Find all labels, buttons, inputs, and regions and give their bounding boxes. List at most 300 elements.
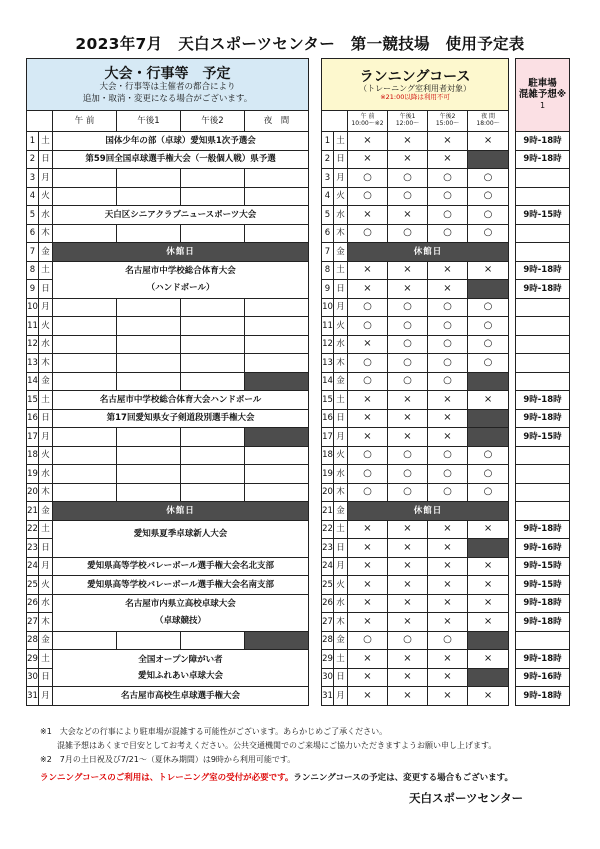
event-name-line-1: 名古屋市内県立高校卓球大会 [125, 599, 236, 609]
running-row [322, 409, 509, 428]
day-number: 2 [27, 150, 39, 169]
running-availability: × [348, 409, 388, 428]
running-availability: × [468, 261, 509, 280]
day-number: 30 [322, 668, 334, 687]
parking-forecast [516, 298, 570, 317]
parking-title-1: 駐車場 [528, 78, 557, 90]
day-weekday: 土 [39, 520, 53, 539]
running-availability: ○ [388, 465, 428, 484]
event-slot-empty [245, 298, 309, 317]
day-weekday: 日 [334, 409, 348, 428]
running-availability: × [388, 206, 428, 225]
running-availability: × [348, 335, 388, 354]
note-3: ※2 7月の土日祝及び7/21～（夏休み期間）は9時から利用可能です。 [40, 755, 296, 764]
event-slot-empty [53, 187, 117, 206]
day-weekday: 木 [39, 613, 53, 632]
day-weekday: 火 [39, 187, 53, 206]
day-number: 19 [322, 465, 334, 484]
parking-row [516, 428, 570, 447]
event-slot-empty [181, 428, 245, 447]
parking-forecast: 9時-15時 [516, 206, 570, 225]
running-row [322, 539, 509, 558]
event-slot-empty [181, 446, 245, 465]
event-name [53, 650, 309, 687]
event-name: 天白区シニアクラブニュースポーツ大会 [53, 206, 309, 225]
event-row [27, 557, 309, 576]
parking-row [516, 520, 570, 539]
event-slot-empty [117, 169, 181, 188]
running-row [322, 354, 509, 373]
closed-day-cell: 休館日 [53, 243, 309, 262]
parking-row [516, 187, 570, 206]
running-availability: ○ [348, 169, 388, 188]
day-weekday: 月 [39, 687, 53, 706]
running-availability: ○ [348, 187, 388, 206]
running-header [322, 59, 509, 111]
parking-row [516, 409, 570, 428]
running-row [322, 372, 509, 391]
running-availability [468, 631, 509, 650]
day-number: 24 [322, 557, 334, 576]
parking-forecast [516, 187, 570, 206]
event-slot-empty [117, 335, 181, 354]
running-course-table [321, 58, 509, 706]
event-row [27, 335, 309, 354]
day-weekday: 日 [39, 150, 53, 169]
running-availability: ○ [348, 446, 388, 465]
day-number: 16 [322, 409, 334, 428]
event-name-line-2: （卓球競技） [155, 615, 207, 626]
event-slot-empty [117, 317, 181, 336]
event-slot-empty [181, 224, 245, 243]
day-weekday: 日 [334, 668, 348, 687]
running-availability: ○ [348, 224, 388, 243]
running-availability: ○ [428, 446, 468, 465]
day-number: 15 [27, 391, 39, 410]
parking-row [516, 650, 570, 669]
day-number: 31 [322, 687, 334, 706]
parking-row [516, 391, 570, 410]
event-schedule-table [26, 58, 309, 706]
events-corner [27, 111, 53, 132]
running-title: ランニングコース [359, 69, 471, 86]
day-number: 8 [27, 261, 39, 280]
events-note-1: 大会・行事等は主催者の都合により [99, 82, 236, 93]
running-availability: × [388, 150, 428, 169]
parking-forecast: 9時-18時 [516, 594, 570, 613]
day-number: 6 [322, 224, 334, 243]
day-weekday: 水 [334, 206, 348, 225]
day-number: 21 [322, 502, 334, 521]
day-weekday: 金 [334, 372, 348, 391]
parking-row [516, 576, 570, 595]
parking-forecast [516, 502, 570, 521]
event-slot-empty [181, 335, 245, 354]
event-slot-empty [53, 465, 117, 484]
running-availability: × [468, 576, 509, 595]
event-row [27, 261, 309, 280]
running-availability: × [348, 520, 388, 539]
parking-row [516, 132, 570, 151]
day-number: 20 [322, 483, 334, 502]
running-availability: × [348, 132, 388, 151]
parking-row [516, 687, 570, 706]
event-name: 国体少年の部（卓球）愛知県1次予選会 [53, 132, 309, 151]
running-availability: ○ [388, 483, 428, 502]
event-slot-empty [53, 224, 117, 243]
running-availability: ○ [348, 354, 388, 373]
running-row [322, 169, 509, 188]
day-weekday: 火 [334, 187, 348, 206]
day-number: 4 [27, 187, 39, 206]
parking-forecast [516, 224, 570, 243]
running-availability: ○ [468, 206, 509, 225]
running-availability: × [348, 261, 388, 280]
running-availability: ○ [428, 483, 468, 502]
event-name-line-1: 全国オープン障がい者 [138, 654, 223, 665]
event-slot-empty [117, 187, 181, 206]
day-number: 1 [322, 132, 334, 151]
running-availability: × [468, 391, 509, 410]
day-number: 22 [27, 520, 39, 539]
day-number: 3 [27, 169, 39, 188]
running-availability [468, 280, 509, 299]
day-weekday: 月 [334, 557, 348, 576]
parking-row [516, 261, 570, 280]
event-slot-empty [181, 354, 245, 373]
running-availability: ○ [348, 372, 388, 391]
event-row [27, 520, 309, 539]
running-availability: × [348, 687, 388, 706]
day-number: 21 [27, 502, 39, 521]
day-weekday: 金 [39, 372, 53, 391]
running-availability: × [468, 594, 509, 613]
event-row [27, 224, 309, 243]
day-weekday: 木 [334, 224, 348, 243]
day-number: 10 [322, 298, 334, 317]
event-name-line-1: 名古屋市中学校総合体育大会 [125, 266, 236, 276]
event-row [27, 687, 309, 706]
running-availability: × [468, 520, 509, 539]
running-availability: × [348, 557, 388, 576]
day-number: 7 [27, 243, 39, 262]
running-availability: ○ [388, 187, 428, 206]
day-number: 6 [27, 224, 39, 243]
running-availability: × [388, 391, 428, 410]
day-number: 11 [322, 317, 334, 336]
event-row [27, 132, 309, 151]
day-number: 12 [27, 335, 39, 354]
running-availability: ○ [348, 298, 388, 317]
parking-title-2: 混雑予想※ [518, 89, 567, 101]
running-availability [468, 150, 509, 169]
day-number: 23 [322, 539, 334, 558]
parking-header [516, 59, 570, 132]
day-number: 31 [27, 687, 39, 706]
running-availability: ○ [428, 187, 468, 206]
day-weekday: 土 [39, 391, 53, 410]
running-col-pm1: 午後1 12:00～ [388, 111, 428, 132]
running-availability [468, 372, 509, 391]
event-slot-empty [117, 428, 181, 447]
running-availability: × [388, 280, 428, 299]
day-number: 4 [322, 187, 334, 206]
event-row [27, 354, 309, 373]
running-availability: × [468, 687, 509, 706]
running-availability: × [428, 261, 468, 280]
event-name: 第17回愛知県女子剣道段別選手権大会 [53, 409, 309, 428]
running-availability: ○ [468, 446, 509, 465]
running-row [322, 132, 509, 151]
running-availability: ○ [388, 354, 428, 373]
event-slot-empty [245, 335, 309, 354]
running-availability: ○ [428, 298, 468, 317]
running-availability: × [388, 557, 428, 576]
event-slot-empty [181, 187, 245, 206]
running-availability: × [428, 687, 468, 706]
running-availability: × [348, 594, 388, 613]
event-slot-empty [245, 187, 309, 206]
event-row [27, 631, 309, 650]
running-availability: × [348, 576, 388, 595]
running-availability [468, 539, 509, 558]
event-slot-empty [245, 465, 309, 484]
running-row [322, 391, 509, 410]
day-weekday: 金 [39, 243, 53, 262]
day-weekday: 日 [39, 668, 53, 687]
event-slot-empty [53, 446, 117, 465]
event-name: 第59回全国卓球選手権大会（一般個人戦）県予選 [53, 150, 309, 169]
running-availability: × [428, 594, 468, 613]
running-row [322, 206, 509, 225]
running-availability: ○ [428, 224, 468, 243]
running-availability: ○ [468, 224, 509, 243]
parking-forecast [516, 169, 570, 188]
day-number: 8 [322, 261, 334, 280]
running-row [322, 631, 509, 650]
day-number: 5 [322, 206, 334, 225]
day-weekday: 月 [334, 428, 348, 447]
parking-forecast-table [515, 58, 570, 706]
event-row [27, 465, 309, 484]
running-availability: × [428, 557, 468, 576]
running-availability: ○ [348, 317, 388, 336]
parking-row [516, 465, 570, 484]
event-row [27, 150, 309, 169]
day-number: 9 [27, 280, 39, 299]
running-availability: × [388, 520, 428, 539]
running-availability: ○ [428, 465, 468, 484]
day-number: 25 [322, 576, 334, 595]
day-weekday: 日 [334, 539, 348, 558]
event-row [27, 187, 309, 206]
running-availability: × [388, 539, 428, 558]
event-row [27, 446, 309, 465]
parking-row [516, 206, 570, 225]
running-availability: × [348, 613, 388, 632]
event-name: 名古屋市高校生卓球選手権大会 [53, 687, 309, 706]
parking-forecast: 9時-15時 [516, 428, 570, 447]
parking-forecast: 9時-18時 [516, 150, 570, 169]
running-availability: × [468, 132, 509, 151]
day-weekday: 土 [39, 261, 53, 280]
event-row [27, 243, 309, 262]
event-row [27, 317, 309, 336]
running-availability [468, 409, 509, 428]
parking-forecast [516, 354, 570, 373]
event-row [27, 502, 309, 521]
closed-day-cell: 休館日 [348, 502, 509, 521]
events-col-night: 夜 間 [245, 111, 309, 132]
running-availability: ○ [468, 335, 509, 354]
day-weekday: 金 [39, 502, 53, 521]
day-number: 29 [27, 650, 39, 669]
event-row [27, 169, 309, 188]
day-number: 14 [27, 372, 39, 391]
event-row [27, 576, 309, 595]
day-number: 12 [322, 335, 334, 354]
running-availability: ○ [468, 317, 509, 336]
parking-row [516, 224, 570, 243]
day-number: 17 [27, 428, 39, 447]
day-number: 9 [322, 280, 334, 299]
running-availability: × [388, 687, 428, 706]
running-availability: × [348, 206, 388, 225]
event-name-line-2: （ハンドボール） [146, 282, 215, 293]
running-row [322, 224, 509, 243]
day-number: 27 [322, 613, 334, 632]
running-row [322, 446, 509, 465]
parking-forecast: 9時-18時 [516, 613, 570, 632]
running-row [322, 465, 509, 484]
event-slot-empty [245, 372, 309, 391]
day-weekday: 水 [39, 465, 53, 484]
day-weekday: 月 [334, 687, 348, 706]
parking-forecast: 9時-16時 [516, 539, 570, 558]
running-availability: × [428, 409, 468, 428]
running-row [322, 650, 509, 669]
day-weekday: 月 [39, 169, 53, 188]
running-row [322, 557, 509, 576]
running-availability: × [428, 280, 468, 299]
footer-facility-name: 天白スポーツセンター [409, 791, 524, 805]
running-availability: × [428, 520, 468, 539]
parking-forecast [516, 483, 570, 502]
day-weekday: 日 [39, 539, 53, 558]
running-availability: × [348, 539, 388, 558]
day-number: 23 [27, 539, 39, 558]
day-number: 19 [27, 465, 39, 484]
day-number: 16 [27, 409, 39, 428]
running-availability: × [348, 668, 388, 687]
day-weekday: 木 [39, 483, 53, 502]
day-number: 26 [322, 594, 334, 613]
day-weekday: 日 [334, 280, 348, 299]
running-row [322, 576, 509, 595]
events-col-pm2: 午後2 [181, 111, 245, 132]
running-availability: ○ [428, 335, 468, 354]
event-slot-empty [245, 631, 309, 650]
running-availability: ○ [388, 335, 428, 354]
running-availability: ○ [388, 372, 428, 391]
day-number: 24 [27, 557, 39, 576]
event-slot-empty [53, 354, 117, 373]
running-row [322, 317, 509, 336]
parking-row [516, 243, 570, 262]
running-row [322, 187, 509, 206]
event-slot-empty [117, 354, 181, 373]
parking-forecast: 9時-18時 [516, 132, 570, 151]
day-weekday: 日 [39, 280, 53, 299]
running-availability: ○ [388, 298, 428, 317]
day-number: 13 [27, 354, 39, 373]
parking-forecast: 9時-18時 [516, 650, 570, 669]
day-number: 18 [27, 446, 39, 465]
running-message-black: ランニングコースの予定は、変更する場合もございます。 [293, 773, 513, 783]
running-col-am: 午 前 10:00～※2 [348, 111, 388, 132]
events-note-2: 追加・取消・変更になる場合がございます。 [82, 93, 253, 104]
running-row [322, 335, 509, 354]
day-number: 15 [322, 391, 334, 410]
event-slot-empty [117, 465, 181, 484]
day-weekday: 木 [39, 224, 53, 243]
day-weekday: 水 [334, 465, 348, 484]
day-number: 3 [322, 169, 334, 188]
parking-row [516, 354, 570, 373]
day-weekday: 日 [334, 150, 348, 169]
day-number: 7 [322, 243, 334, 262]
running-course-message [40, 771, 513, 783]
day-number: 13 [322, 354, 334, 373]
event-slot-empty [53, 169, 117, 188]
day-weekday: 金 [334, 243, 348, 262]
running-availability: × [388, 650, 428, 669]
running-availability: ○ [348, 483, 388, 502]
parking-row [516, 150, 570, 169]
running-availability: ○ [428, 631, 468, 650]
running-availability: × [468, 650, 509, 669]
running-availability: × [348, 428, 388, 447]
running-availability: ○ [468, 465, 509, 484]
event-slot-empty [181, 372, 245, 391]
running-row [322, 150, 509, 169]
day-number: 22 [322, 520, 334, 539]
event-row [27, 298, 309, 317]
parking-forecast [516, 335, 570, 354]
day-number: 27 [27, 613, 39, 632]
parking-forecast [516, 243, 570, 262]
closed-day-cell: 休館日 [53, 502, 309, 521]
day-weekday: 月 [39, 428, 53, 447]
running-row [322, 428, 509, 447]
day-weekday: 木 [334, 483, 348, 502]
day-weekday: 水 [39, 594, 53, 613]
event-slot-empty [245, 224, 309, 243]
event-name: 愛知県高等学校バレーボール選手権大会名南支部 [53, 576, 309, 595]
events-col-am: 午 前 [53, 111, 117, 132]
running-corner [322, 111, 348, 132]
event-row [27, 428, 309, 447]
events-header [27, 59, 309, 111]
parking-forecast: 9時-16時 [516, 668, 570, 687]
parking-forecast [516, 372, 570, 391]
day-number: 11 [27, 317, 39, 336]
running-availability: × [428, 150, 468, 169]
parking-row [516, 668, 570, 687]
event-row [27, 391, 309, 410]
running-row [322, 280, 509, 299]
event-row [27, 372, 309, 391]
